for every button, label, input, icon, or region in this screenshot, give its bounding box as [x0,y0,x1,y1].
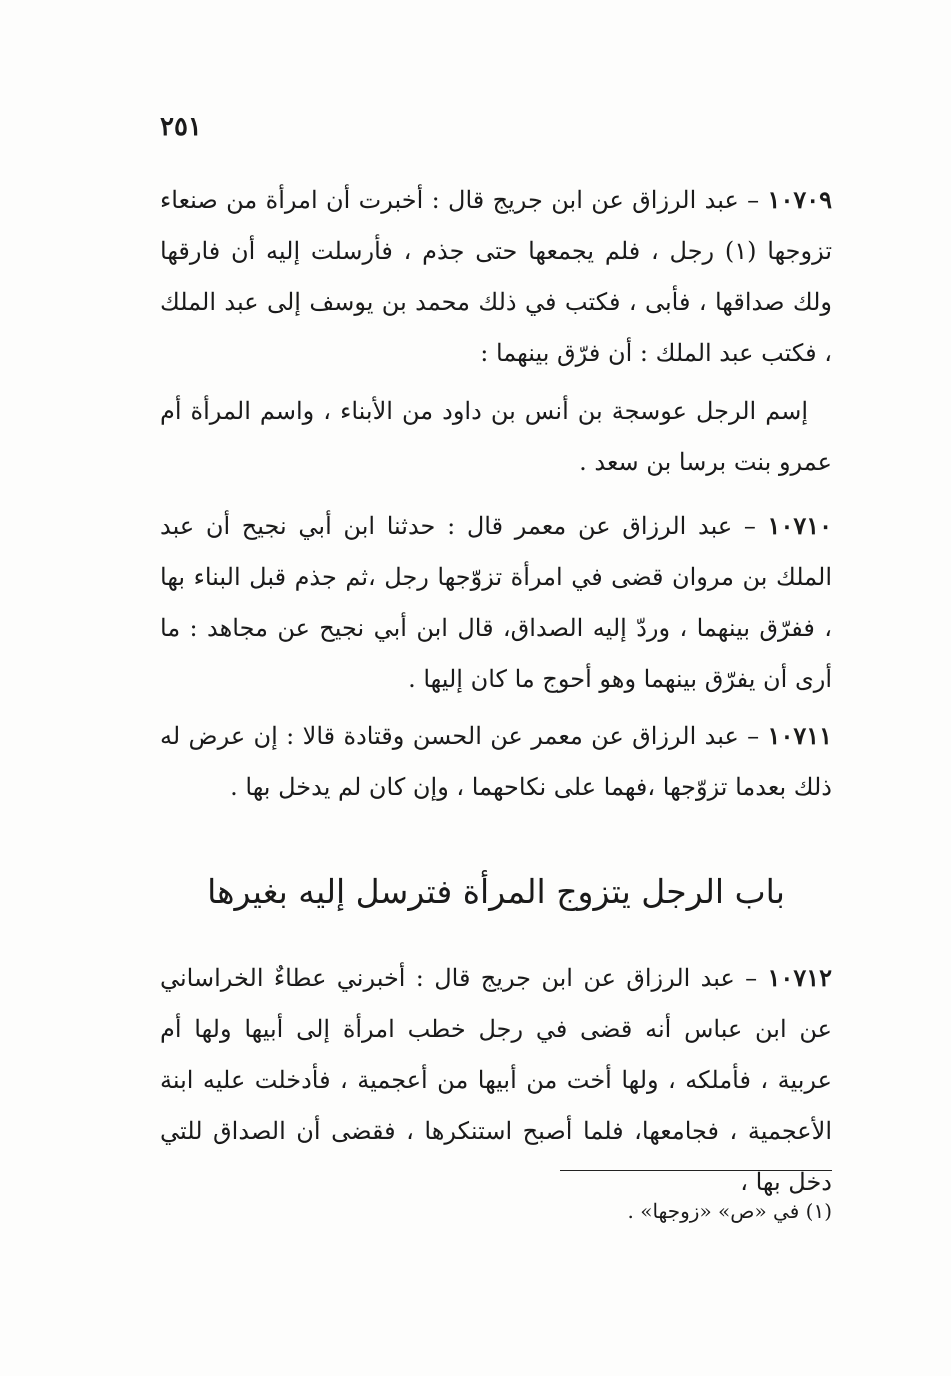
entry-text: – عبد الرزاق عن معمر عن الحسن وقتادة قالا : إن عرض له ذلك بعدما تزوّجها ،فهما على نكاحهما ، وإن كان لم يدخل بها . [160,722,832,801]
paragraph-entry-10711 [160,710,832,813]
paragraph-entry-10709 [160,174,832,379]
entry-number: ١٠٧١٠ [767,511,832,540]
entry-text: – عبد الرزاق عن ابن جريج قال : أخبرت أن امرأة من صنعاء تزوجها (١) رجل ، فلم يجمعها حتى جذم ، فأرسلت إليه أن فارقها ولك صداقها ، فأبى ، فكتب في ذلك محمد بن يوسف إلى عبد الملك ، فكتب عبد الملك : أن فرّق بينهما : [160,186,832,367]
paragraph-names-note [160,386,832,488]
page-number: ٢٥١ [160,112,202,142]
entry-text: إسم الرجل عوسجة بن أنس بن داود من الأبناء ، واسم المرأة أم عمرو بنت برسا بن سعد . [160,397,832,476]
paragraph-entry-10710 [160,500,832,705]
entry-text: – عبد الرزاق عن معمر قال : حدثنا ابن أبي نجيح أن عبد الملك بن مروان قضى في امرأة تزوّجها رجل ،ثم جذم قبل البناء بها ، ففرّق بينهما ، وردّ إليه الصداق، قال ابن أبي نجيح عن مجاهد : ما أرى أن يفرّق بينهما وهو أحوج ما كان إليها . [160,512,832,693]
entry-number: ١٠٧٠٩ [767,185,832,214]
footnote: (١) في «ص» «زوجها» . [627,1199,832,1223]
entry-text: – عبد الرزاق عن ابن جريج قال : أخبرني عطاءٌ الخراساني عن ابن عباس أنه قضى في رجل خطب امرأة إلى أبيها ولها أم عربية ، فأملكه ، ولها أخت من أبيها من أعجمية ، فأدخلت عليه ابنة الأعجمية ، فجامعها، فلما أصبح استنكرها ، فقضى أن الصداق للتي دخل بها ، [160,964,832,1196]
entry-number: ١٠٧١١ [767,721,832,750]
section-heading: باب الرجل يتزوج المرأة فترسل إليه بغيرها [207,872,785,911]
entry-number: ١٠٧١٢ [767,963,832,992]
footnote-divider [560,1170,832,1171]
